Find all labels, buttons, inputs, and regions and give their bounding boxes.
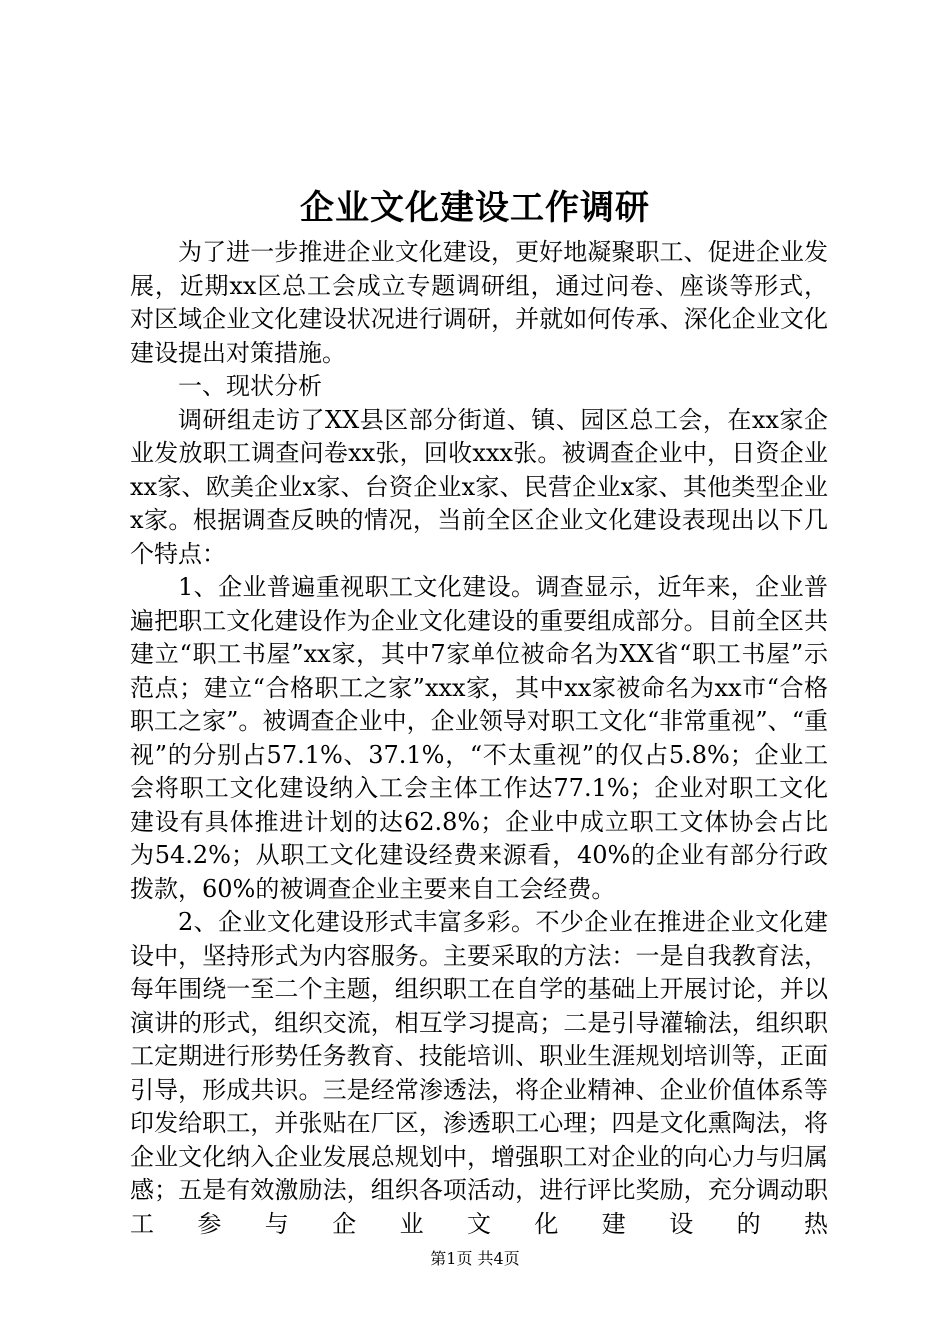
paragraph-survey: 调研组走访了XX县区部分街道、镇、园区总工会，在xx家企业发放职工调查问卷xx张，回收xxx张。被调查企业中，日资企业xx家、欧美企业x家、台资企业x家、民营企业x家、其他类型企业x家。根据调查反映的情况，当前全区企业文化建设表现出以下几个特点： [130, 405, 828, 568]
paragraph-point-1: 1、企业普遍重视职工文化建设。调查显示，近年来，企业普遍把职工文化建设作为企业文化建设的重要组成部分。目前全区共建立“职工书屋”xx家，其中7家单位被命名为XX省“职工书屋”示范点；建立“合格职工之家”xxx家，其中xx家被命名为xx市“合格职工之家”。被调查企业中，企业领导对职工文化“非常重视”、“重视”的分别占57.1%、37.1%，“不太重视”的仅占5.8%；企业工会将职工文化建设纳入工会主体工作达77.1%；企业对职工文化建设有具体推进计划的达62.8%；企业中成立职工文体协会占比为54.2%；从职工文化建设经费来源看，40%的企业有部分行政拨款，60%的被调查企业主要来自工会经费。 [130, 573, 828, 903]
paragraph-intro: 为了进一步推进企业文化建设，更好地凝聚职工、促进企业发展，近期xx区总工会成立专题调研组，通过问卷、座谈等形式，对区域企业文化建设状况进行调研，并就如何传承、深化企业文化建设提出对策措施。 [130, 238, 828, 367]
paragraph-point-2: 2、企业文化建设形式丰富多彩。不少企业在推进企业文化建设中，坚持形式为内容服务。主要采取的方法：一是自我教育法，每年围绕一至二个主题，组织职工在自学的基础上开展讨论，并以演讲的形式，组织交流，相互学习提高；二是引导灌输法，组织职工定期进行形势任务教育、技能培训、职业生涯规划培训等，正面引导，形成共识。三是经常渗透法，将企业精神、企业价值体系等印发给职工，并张贴在厂区，渗透职工心理；四是文化熏陶法，将企业文化纳入企业发展总规划中，增强职工对企业的向心力与归属感；五是有效激励法，组织各项活动，进行评比奖励，充分调动职工参与企业文化建设的热 [130, 908, 828, 1238]
document-body [130, 236, 828, 1241]
document-title: 企业文化建设工作调研 [300, 188, 650, 228]
section-heading: 一、现状分析 [178, 372, 322, 400]
page-indicator: 第1页 共4页 [430, 1249, 520, 1268]
